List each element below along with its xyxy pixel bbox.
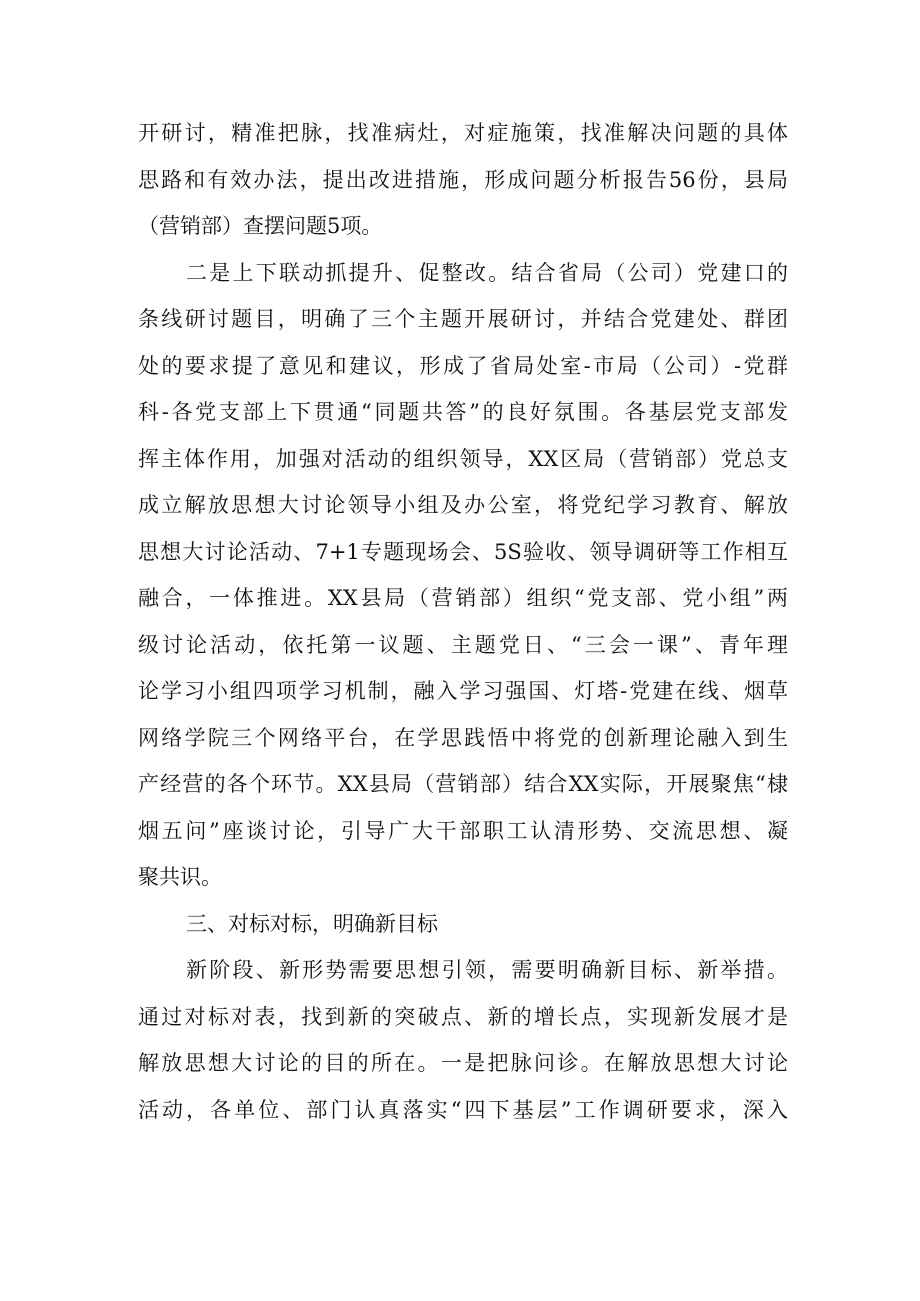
paragraph-start-line: 新阶段、新形势需要思想引领，需要明确新目标、新举措。 [186, 958, 788, 982]
text-line: 产经营的各个环节。XX县局（营销部）结合XX实际，开展聚焦“棣 [138, 772, 788, 796]
text-line: 思想大讨论活动、7+1专题现场会、5S验收、领导调研等工作相互 [138, 539, 788, 564]
text-line: 思路和有效办法，提出改进措施，形成问题分析报告56份，县局 [138, 167, 788, 192]
text-line: 解放思想大讨论的目的所在。一是把脉问诊。在解放思想大讨论 [138, 1051, 788, 1075]
body-text [138, 110, 788, 1133]
text-line: 成立解放思想大讨论领导小组及办公室，将党纪学习教育、解放 [138, 493, 788, 517]
text-line: 聚共识。 [138, 865, 222, 889]
text-line: （营销部）查摆问题5项。 [138, 214, 383, 238]
text-line: 科-各党支部上下贯通“同题共答”的良好氛围。各基层党支部发 [138, 400, 788, 424]
text-line: 级讨论活动，依托第一议题、主题党日、“三会一课”、青年理 [138, 632, 788, 657]
text-line: 融合，一体推进。XX县局（营销部）组织“党支部、党小组”两 [138, 586, 788, 610]
text-line: 活动，各单位、部门认真落实“四下基层”工作调研要求，深入 [138, 1097, 788, 1122]
text-line: 网络学院三个网络平台，在学思践悟中将党的创新理论融入到生 [138, 725, 788, 750]
text-line: 条线研讨题目，明确了三个主题开展研讨，并结合党建处、群团 [138, 307, 788, 331]
text-line: 挥主体作用，加强对活动的组织领导，XX区局（营销部）党总支 [138, 446, 788, 471]
text-line: 开研讨，精准把脉，找准病灶，对症施策，找准解决问题的具体 [138, 121, 788, 145]
text-line: 论学习小组四项学习机制，融入学习强国、灯塔-党建在线、烟草 [138, 679, 788, 703]
section-heading: 三、对标对标，明确新目标 [186, 911, 438, 936]
text-line: 处的要求提了意见和建议，形成了省局处室-市局（公司）-党群 [138, 353, 788, 378]
text-line: 通过对标对表，找到新的突破点、新的增长点，实现新发展才是 [138, 1004, 788, 1029]
paragraph-start-line: 二是上下联动抓提升、促整改。结合省局（公司）党建口的 [186, 260, 788, 285]
text-line: 烟五问”座谈讨论，引导广大干部职工认清形势、交流思想、凝 [138, 818, 788, 843]
